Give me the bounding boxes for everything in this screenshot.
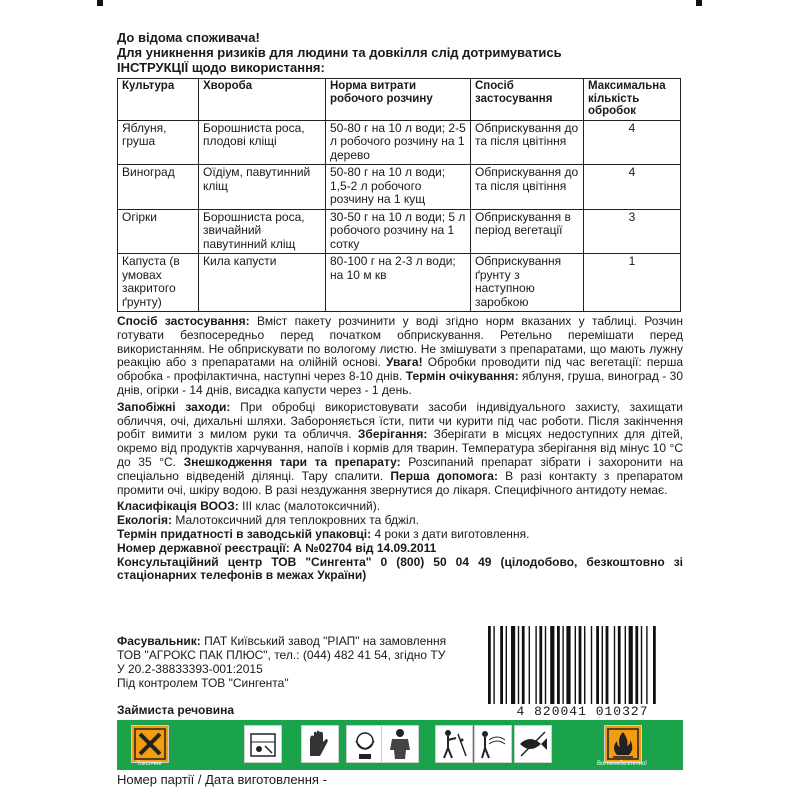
keep-locked-icon [244,725,282,763]
safety-label: Запобіжні заходи: [117,399,231,414]
barcode-icon [480,626,685,704]
shelf-life-label: Термін придатності в заводській упаковці: [117,526,372,541]
shelf-life-text: 4 роки з дати виготовлення. [371,526,530,541]
barcode-bar [535,626,536,704]
ecology-line [117,514,683,528]
barcode-bar [539,626,542,704]
barcode-bar [629,626,633,704]
barcode-bar [545,626,546,704]
cell-disease: Кила капусти [199,254,326,312]
shelf-life-line [117,528,683,542]
face-shield-icon [346,725,384,763]
cell-rate: 50-80 г на 10 л води; 1,5-2 л робочого розчину на 1 кущ [326,165,471,210]
no-spray-wind-icon [474,725,512,763]
cell-max-treatments: 4 [584,165,681,210]
cell-method: Обприскування в період вегетації [471,209,584,254]
warning-label: Увага! [386,355,423,370]
barcode-digits: 4 820041 010327 [516,704,649,719]
barcode-bar [602,626,603,704]
registration-label: Номер державної реєстрації: А №02704 від 14.09.2011 [117,540,437,555]
who-class-text: ІІІ клас (малотоксичний). [238,499,381,514]
packer-line [117,634,447,676]
cell-method: Обприскування до та після цвітіння [471,120,584,165]
barcode-bar [488,626,491,704]
header-line-3: ІНСТРУКЦІЇ щодо використання: [117,60,325,75]
consultation-label: Консультаційний центр ТОВ "Сингента" 0 (800) 50 04 49 [117,554,492,569]
cell-rate: 50-80 г на 10 л води; 2-5 л робочого розчину на 1 дерево [326,120,471,165]
safety-text: При обробці використовувати засоби індивідуального захисту, захищати обличчя, очі, дихальні шляхи. Забороняється їсти, пити чи курити під час роботи. Після закінчення робіт вимити з милом руки та обличчя. [117,399,683,442]
packer-info [117,634,447,690]
header-line-1: До відома споживача! [117,30,260,45]
control-line: Під контролем ТОВ "Сингента" [117,676,289,690]
header-line-2: Для уникнення ризиків для людини та довкілля слід дотримуватись [117,45,562,60]
col-header-max-treatments: Максимальна кількість обробок [584,79,681,121]
table-row [118,120,681,165]
cell-method: Обприскування до та після цвітіння [471,165,584,210]
table-row [118,254,681,312]
first-aid-label: Перша допомога: [390,468,498,483]
col-header-rate: Норма витрати робочого розчину [326,79,471,121]
waiting-period-label: Термін очікування: [405,369,519,384]
cell-disease: Борошниста роса, звичайний павутинний кліщ [199,209,326,254]
packer-text: ПАТ Київський завод "РІАП" на замовлення ТОВ "АГРОКС ПАК ПЛЮС", тел.: (044) 482 41 54, згідно ТУ У 20.2-38833393-001:2015 [117,634,447,676]
usage-paragraph [117,315,683,398]
barcode-area [480,626,685,718]
barcode-bar [635,626,638,704]
flammable-icon [604,725,642,763]
cell-crop: Яблуня, груша [118,120,199,165]
cell-rate: 30-50 г на 10 л води; 5 л робочого розчину на 1 сотку [326,209,471,254]
instruction-body [117,315,683,583]
col-header-disease: Хвороба [199,79,326,121]
col-header-crop: Культура [118,79,199,121]
pictogram-strip [117,720,683,770]
usage-text: Вміст пакету розчинити у воді згідно норм вказаних у таблиці. Розчин готувати безпосередньо перед початком обприскування. Ретельно перемішати перед використанням. Не обприскувати по вологому листю. Не змішувати з препаратами, що мають лужну реакцію або з препаратами на олійній основі. [117,314,683,370]
barcode-bar [614,626,615,704]
safety-paragraph [117,401,683,498]
barcode-bar [493,626,494,704]
cell-crop: Капуста (в умовах закритого ґрунту) [118,254,199,312]
instruction-page [117,30,683,583]
ecology-label: Екологія: [117,513,173,528]
wash-after-use-icon [435,725,473,763]
barcode-bar [518,626,519,704]
consultation-line [117,556,683,584]
cell-rate: 80-100 г на 2-3 л води; на 10 м кв [326,254,471,312]
toxic-label: Токсичне [136,761,162,767]
ecology-text: Малотоксичний для теплокровних та бджіл. [172,513,419,528]
barcode-bar [557,626,560,704]
packer-label: Фасувальник: [117,634,201,648]
who-class-line [117,500,683,514]
registration-line [117,542,683,556]
flammable-substance-label: Займиста речовина [117,703,235,717]
first-aid-text: В разі контакту з препаратом промити очі, шкіру водою. В разі нездужання звернутися до лікаря. Специфічного антидоту немає. [117,468,683,497]
barcode-bar [562,626,563,704]
barcode-bar [506,626,507,704]
barcode-bar [579,626,582,704]
barcode-bar [522,626,525,704]
flammable-label: Вогненебезпечно! [597,761,647,767]
table-header-row [118,79,681,121]
who-class-label: Класифікація ВООЗ: [117,499,239,514]
cell-max-treatments: 1 [584,254,681,312]
barcode-bar [550,626,554,704]
barcode-bar [575,626,576,704]
batch-date-line: Номер партії / Дата виготовлення - [117,772,327,787]
disposal-label: Знешкодження тари та препарату: [183,454,401,469]
barcode-bar [511,626,515,704]
cell-disease: Оїдіум, павутинний кліщ [199,165,326,210]
cell-max-treatments: 3 [584,209,681,254]
barcode-bar [606,626,609,704]
barcode-bar [591,626,592,704]
barcode-bar [566,626,570,704]
toxic-icon [131,725,169,763]
table-row [118,209,681,254]
col-header-method: Спосіб застосування [471,79,584,121]
waiting-period-text: яблуня, груша, виноград - 30 днів, огірки - 14 днів, висадка капусти через - 1 день. [117,369,684,397]
barcode-bar [625,626,626,704]
barcode-bar [584,626,585,704]
usage-label: Спосіб застосування: [117,314,250,328]
storage-text: Зберігати в місцях недоступних для дітей, окремо від продуктів харчування, напоїв і кормів для тварин. Температура зберігання від мінус 10 °С до 35 °С. [117,427,683,469]
gloves-icon [301,725,339,763]
usage-text-2: Обробки проводити під час вегетації: перша обробка - профілактична, наступні через 8-10 днів. [117,355,684,384]
barcode-bar [653,626,656,704]
storage-label: Зберігання: [357,427,428,442]
barcode-bar [641,626,642,704]
barcode-bar [596,626,599,704]
cell-max-treatments: 4 [584,120,681,165]
cell-crop: Огірки [118,209,199,254]
cell-method: Обприскування ґрунту з наступною заробкою [471,254,584,312]
print-mark [97,0,103,6]
cell-disease: Борошниста роса, плодові кліщі [199,120,326,165]
cell-crop: Виноград [118,165,199,210]
barcode-bar [500,626,503,704]
barcode-bar [529,626,530,704]
instruction-table [117,78,681,312]
disposal-text: Розсипаний препарат зібрати і захоронити на спеціально відведеній ділянці. Тару спалити. [117,454,684,483]
barcode-bar [618,626,621,704]
table-row [118,165,681,210]
consultation-text: (цілодобово, безкоштовно зі стаціонарних телефонів в межах України) [117,554,683,583]
protective-suit-icon [381,725,419,763]
fish-hazard-icon [514,725,552,763]
print-mark [696,0,702,6]
barcode-bar [646,626,647,704]
